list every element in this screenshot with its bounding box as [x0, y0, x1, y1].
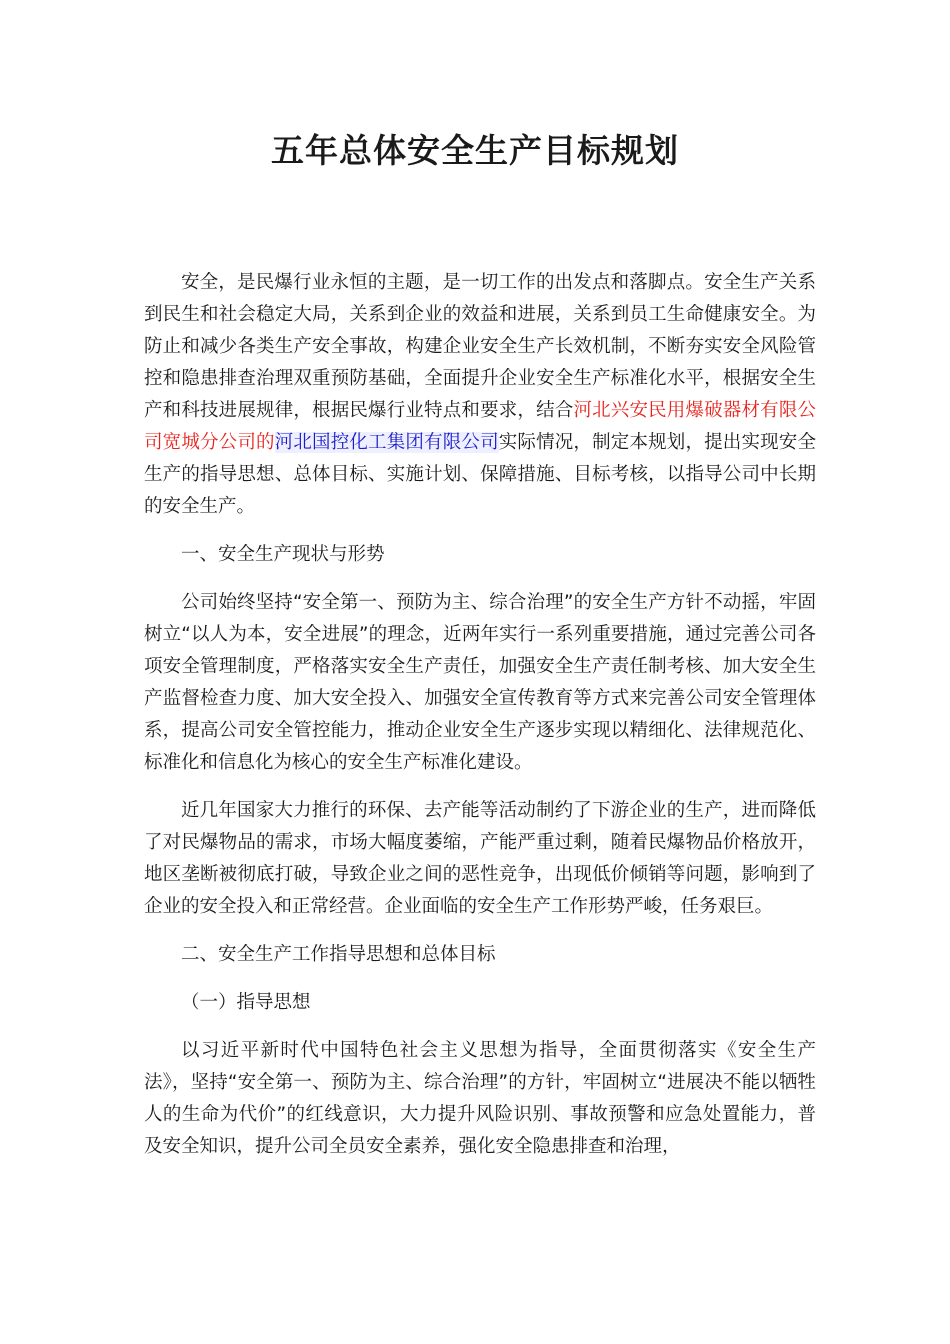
intro-text-part2: 实际情况，制定本规划，提出实现安全生产的指导思想、总体目标、实施计划、保障措施、目标考核，以指导公司中长期的安全生产。	[144, 432, 816, 517]
section2-paragraph-1: 以习近平新时代中国特色社会主义思想为指导，全面贯彻落实《安全生产法》，坚持“安全第一、预防为主、综合治理”的方针，牢固树立“进展决不能以牺牲人的生命为代价”的红线意识，大力提升风险识别、事故预警和应急处置能力，普及安全知识，提升公司全员安全素养，强化安全隐患排查和治理，	[144, 1040, 816, 1157]
company-name-red-highlight: 河北兴安民用爆破器材有限公司宽城分公司的	[144, 400, 816, 453]
subsection-heading-guiding-thought: （一）指导思想	[181, 992, 311, 1013]
group-name-blue-highlight: 河北国控化工集团有限公司	[274, 432, 499, 453]
document-body	[144, 267, 816, 1163]
section-heading-guidance: 二、安全生产工作指导思想和总体目标	[181, 944, 496, 965]
intro-paragraph	[144, 267, 816, 523]
section1-paragraph-2: 近几年国家大力推行的环保、去产能等活动制约了下游企业的生产，进而降低了对民爆物品的需求，市场大幅度萎缩，产能严重过剩，随着民爆物品价格放开，地区垄断被彻底打破，导致企业之间的恶性竞争，出现低价倾销等问题，影响到了企业的安全投入和正常经营。企业面临的安全生产工作形势严峻，任务艰巨。	[144, 800, 816, 917]
intro-text-part1: 安全，是民爆行业永恒的主题，是一切工作的出发点和落脚点。安全生产关系到民生和社会稳定大局，关系到企业的效益和进展，关系到员工生命健康安全。为防止和减少各类生产安全事故，构建企业安全生产长效机制，不断夯实安全风险管控和隐患排查治理双重预防基础，全面提升企业安全生产标准化水平，根据安全生产和科技进展规律，根据民爆行业特点和要求，结合	[144, 272, 816, 421]
section1-paragraph-1: 公司始终坚持“安全第一、预防为主、综合治理”的安全生产方针不动摇，牢固树立“以人为本，安全进展”的理念，近两年实行一系列重要措施，通过完善公司各项安全管理制度，严格落实安全生产责任，加强安全生产责任制考核、加大安全生产监督检查力度、加大安全投入、加强安全宣传教育等方式来完善公司安全管理体系，提高公司安全管控能力，推动企业安全生产逐步实现以精细化、法律规范化、标准化和信息化为核心的安全生产标准化建设。	[144, 592, 816, 773]
page-title: 五年总体安全生产目标规划	[271, 131, 679, 170]
section-heading-status: 一、安全生产现状与形势	[181, 544, 385, 565]
